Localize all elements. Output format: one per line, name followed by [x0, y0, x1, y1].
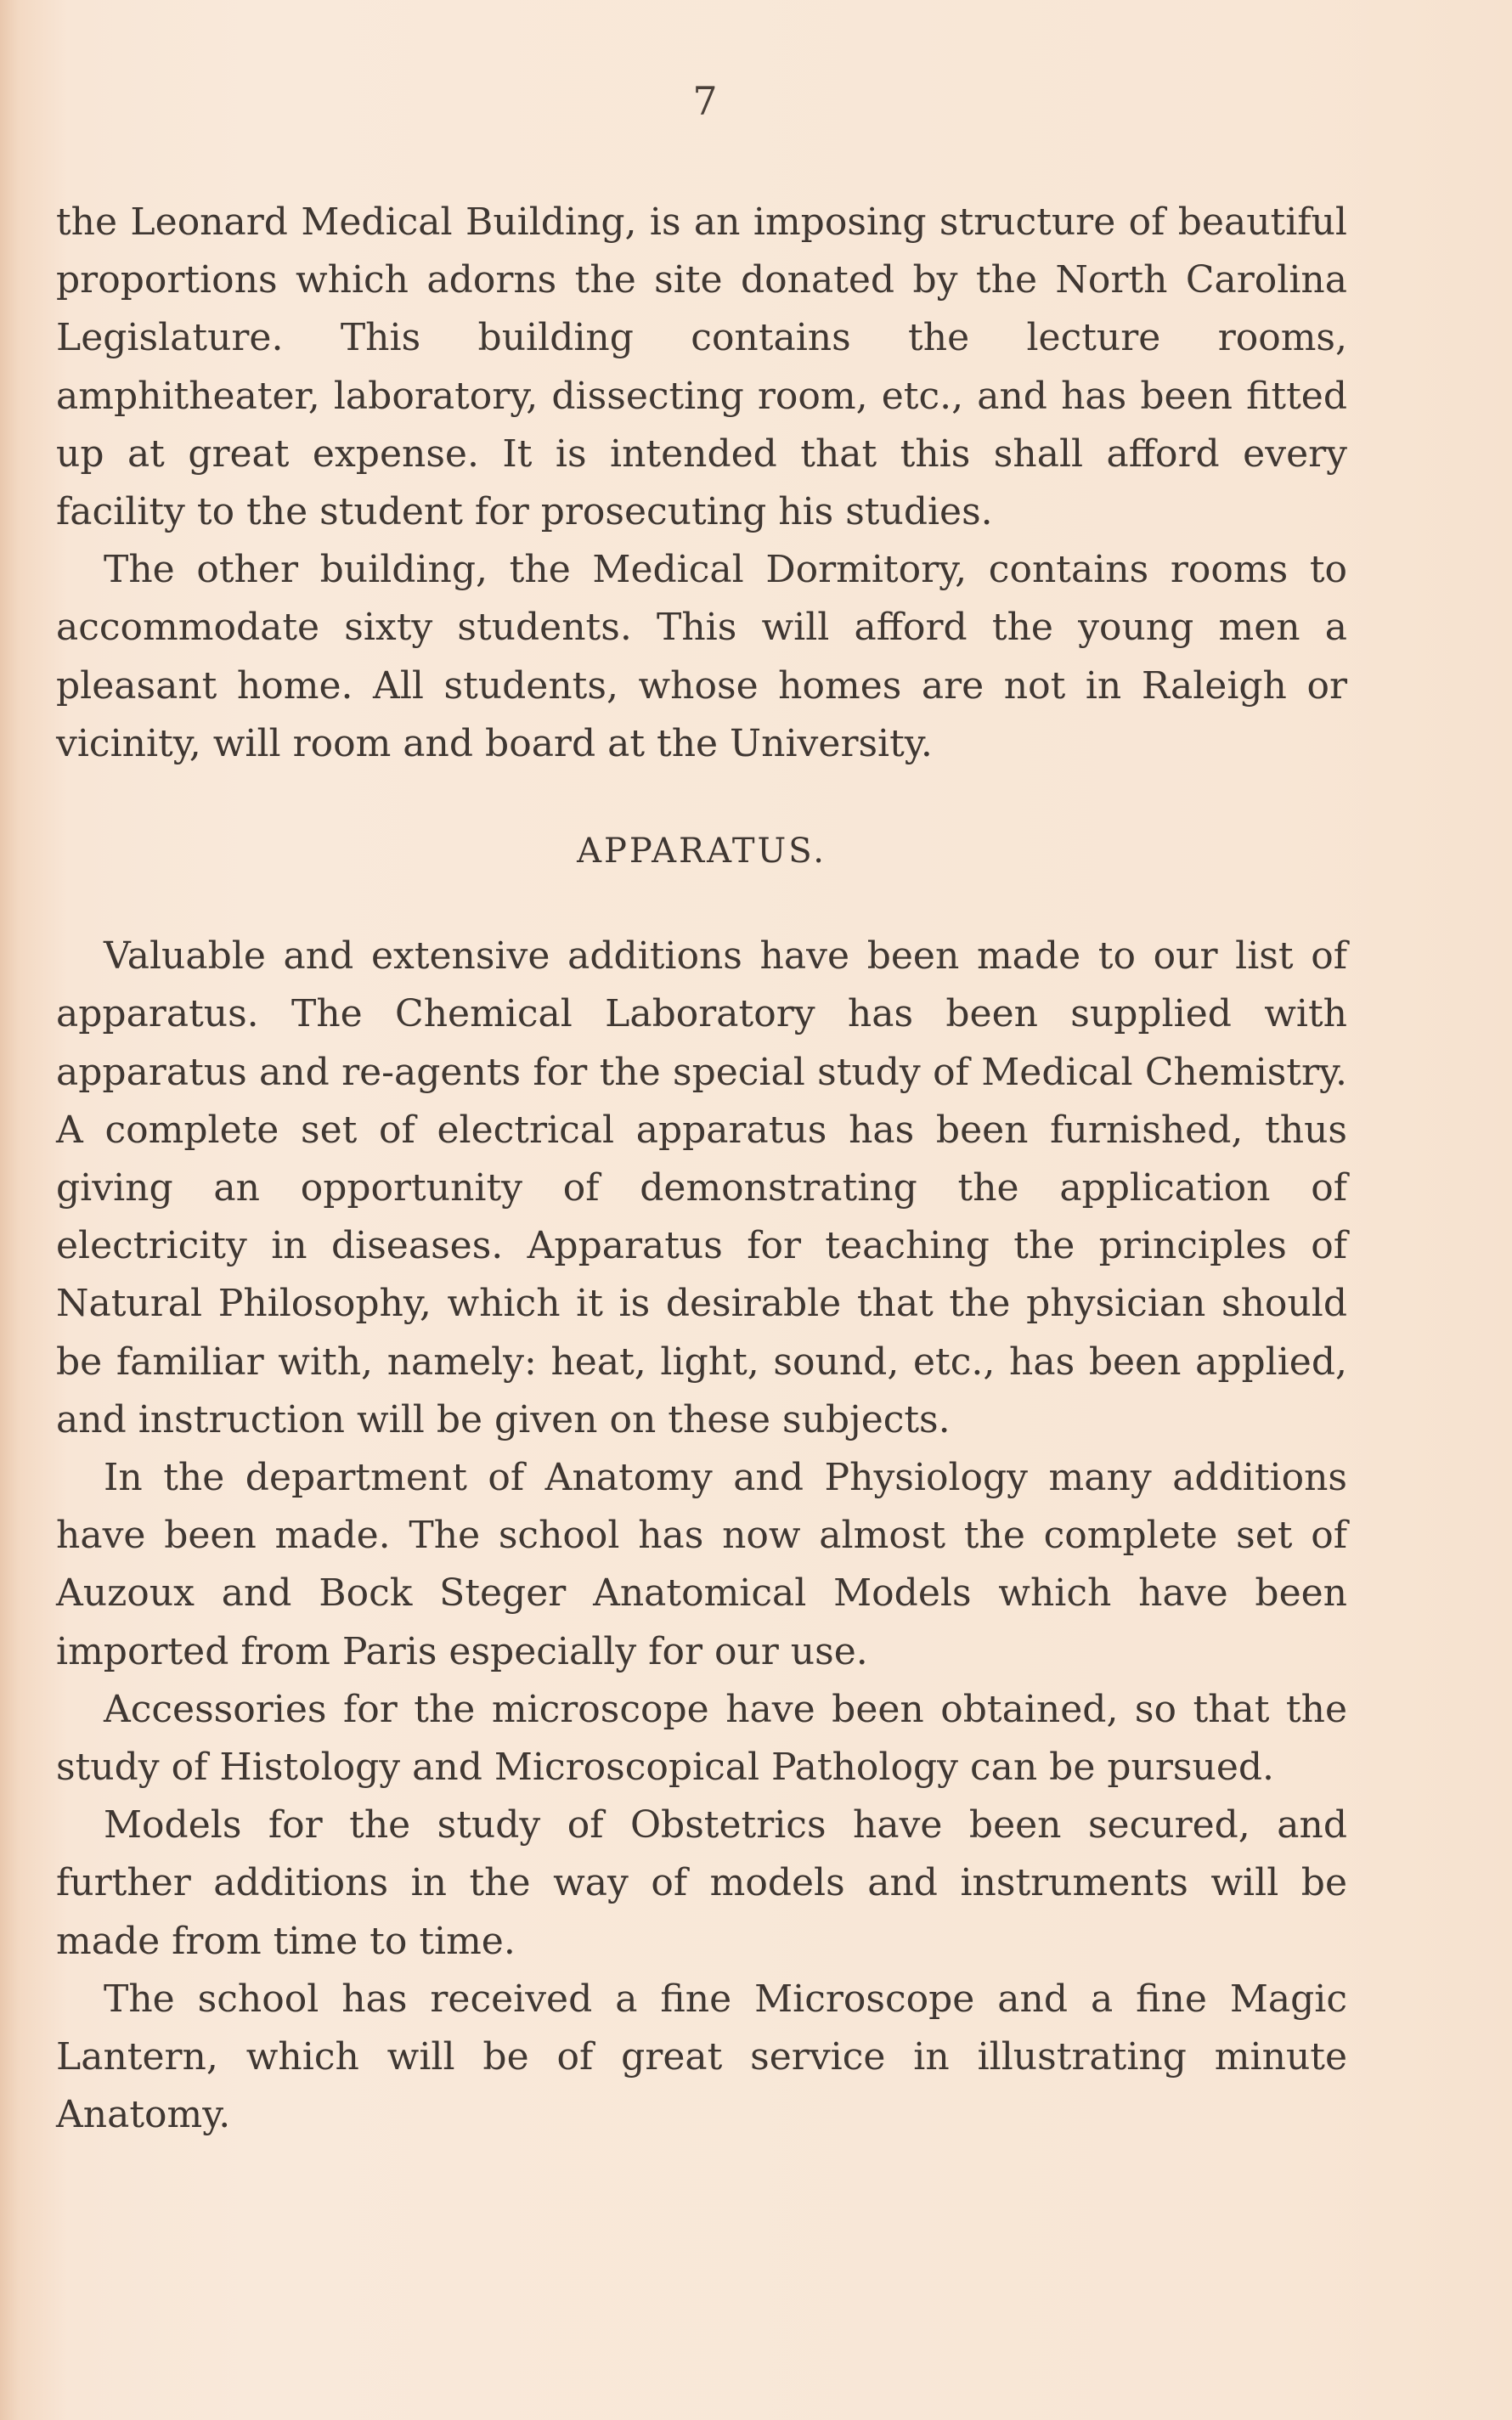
paragraph-medical-dormitory: The other building, the Medical Dormitory, contains rooms to accommodate sixty students. This will afford the young men a pleasant home. All students, whose homes are not in Raleigh or vicinity, will room and board at the University.: [56, 548, 1347, 765]
paragraph-anatomy-physiology: In the department of Anatomy and Physiology many additions have been made. The school has now almost the complete set of Auzoux and Bock Steger Anatomical Models which have been imported from Paris especially for our use.: [56, 1456, 1347, 1673]
paragraph-obstetrics-models: Models for the study of Obstetrics have been secured, and further additions in the way of models and instruments will be made from time to time.: [56, 1803, 1347, 1963]
body-text: [56, 194, 1347, 2145]
paragraph-microscope-accessories: Accessories for the microscope have been obtained, so that the study of Histology and Microscopical Pathology can be pursued.: [56, 1687, 1347, 1790]
paragraph-apparatus-additions: Valuable and extensive additions have been made to our list of apparatus. The Chemical Laboratory has been supplied with apparatus and re-agents for the special study of Medical Chemistry. A complete set of electrical apparatus has been furnished, thus giving an opportunity of demonstrating the application of electricity in diseases. Apparatus for teaching the principles of Natural Philosophy, which it is desirable that the physician should be familiar with, namely: heat, light, sound, etc., has been applied, and instruction will be given on these subjects.: [56, 934, 1347, 1441]
paragraph-leonard-building: the Leonard Medical Building, is an imposing structure of beautiful proportions which adorns the site donated by the North Carolina Legislature. This building contains the lecture rooms, amphitheater, laboratory, dissecting room, etc., and has been fitted up at great expense. It is intended that this shall afford every facility to the student for prosecuting his studies.: [56, 200, 1347, 534]
paragraph-microscope-lantern: The school has received a fine Microscope and a fine Magic Lantern, which will be of great service in illustrating minute Anatomy.: [56, 1977, 1347, 2137]
page-number: 7: [692, 78, 718, 124]
section-heading-apparatus: APPARATUS.: [577, 832, 827, 872]
